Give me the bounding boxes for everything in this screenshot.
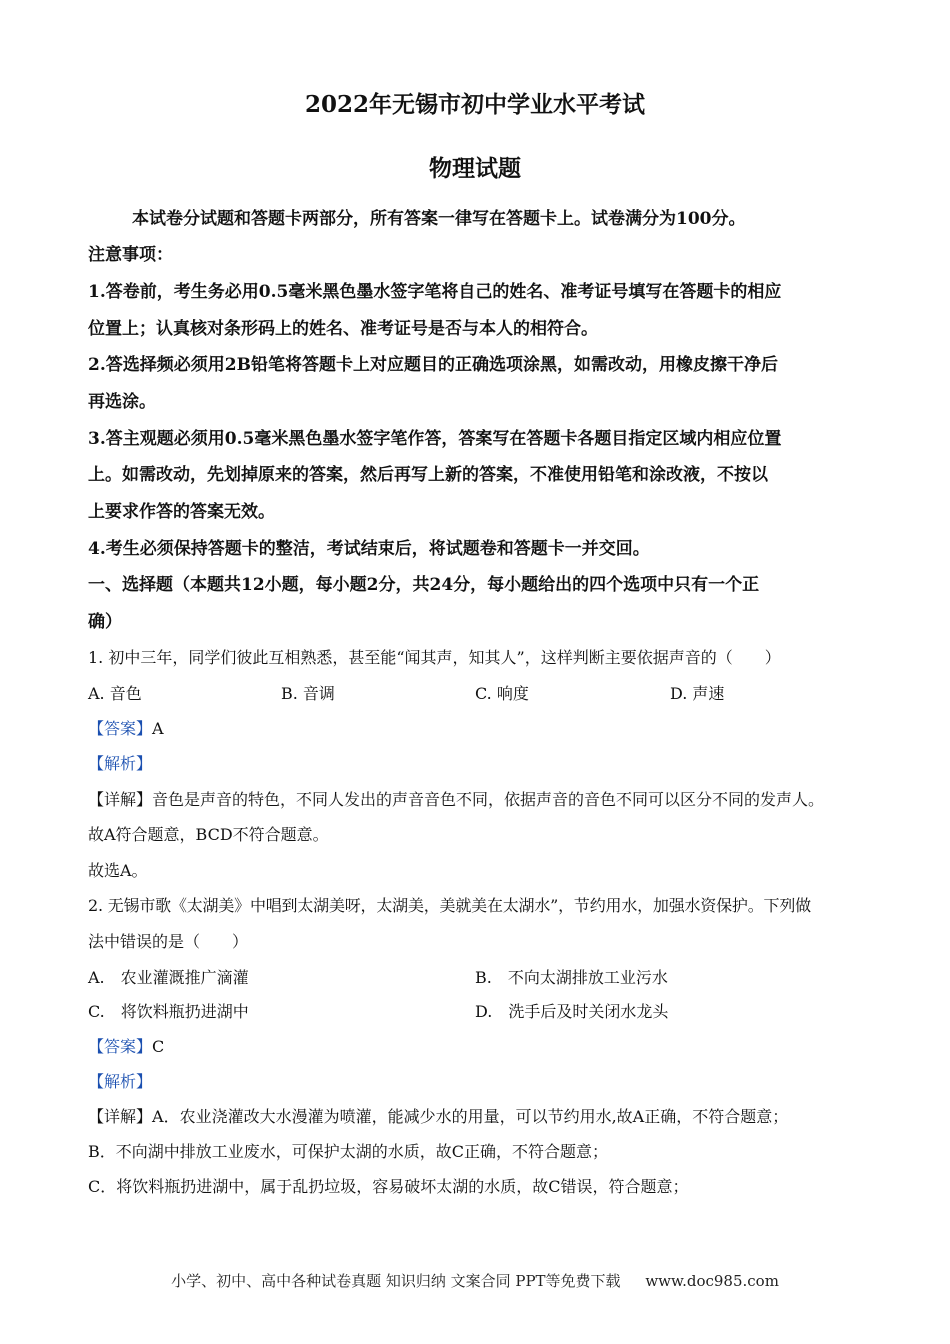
q2-option-c: C. 将饮料瓶扔进湖中 [88, 1002, 249, 1021]
notes-heading: 注意事项： [88, 245, 173, 265]
q2-answer [88, 1034, 868, 1057]
q2-stem-line-1: 2. 无锡市歌《太湖美》中唱到太湖美呀，太湖美，美就美在太湖水”，节约用水，加强水资保护。下列做 [88, 896, 811, 915]
q1-conclusion: 故选A。 [88, 861, 148, 880]
q1-answer [88, 716, 868, 739]
note-1-line-2: 位置上；认真核对条形码上的姓名、准考证号是否与本人的相符合。 [88, 319, 598, 339]
exam-title: 2022年无锡市初中学业水平考试 [304, 91, 645, 118]
detail-tag: 【详解】 [88, 790, 153, 809]
analysis-tag: 【解析】 [88, 754, 153, 773]
q1-stem: 1. 初中三年，同学们彼此互相熟悉，甚至能“闻其声，知其人”，这样判断主要依据声音的（ ） [88, 648, 781, 667]
note-4: 4.考生必须保持答题卡的整洁，考试结束后，将试题卷和答题卡一并交回。 [88, 539, 650, 559]
note-3-line-1: 3.答主观题必须用0.5毫米黑色墨水签字笔作答，答案写在答题卡各题目指定区域内相应位置 [88, 429, 782, 449]
detail-tag: 【详解】 [88, 1107, 153, 1126]
note-3-line-3: 上要求作答的答案无效。 [88, 502, 275, 522]
note-2-line-2: 再选涂。 [88, 392, 156, 412]
q1-option-c: C. 响度 [475, 684, 529, 703]
q2-analysis [88, 1069, 868, 1092]
intro-text: 本试卷分试题和答题卡两部分，所有答案一律写在答题卡上。试卷满分为100分。 [132, 209, 746, 229]
q2-detail-3: C．将饮料瓶扔进湖中，属于乱扔垃圾，容易破坏太湖的水质，故C错误，符合题意； [88, 1177, 689, 1196]
q2-detail-1 [88, 1104, 868, 1127]
page-footer [0, 1270, 950, 1291]
note-1-line-1: 1.答卷前，考生务必用0.5毫米黑色墨水签字笔将自己的姓名、准考证号填写在答题卡的相应 [88, 282, 782, 302]
analysis-tag: 【解析】 [88, 1072, 153, 1091]
q1-detail-1 [88, 787, 868, 810]
q1-option-d: D. 声速 [670, 684, 725, 703]
section-1-heading: 一、选择题（本题共12小题，每小题2分，共24分，每小题给出的四个选项中只有一个正 [88, 575, 760, 595]
note-2-line-1: 2.答选择频必须用2B铅笔将答题卡上对应题目的正确选项涂黑，如需改动，用橡皮擦干净后 [88, 355, 778, 375]
note-3-line-2: 上。如需改动，先划掉原来的答案，然后再写上新的答案，不准使用铅笔和涂改液，不按以 [88, 465, 768, 485]
q1-detail-2: 故A符合题意，BCD不符合题意。 [88, 825, 329, 844]
footer-url[interactable]: www.doc985.com [645, 1272, 779, 1290]
q2-stem-line-2: 法中错误的是（ ） [88, 932, 249, 951]
q2-option-b: B. 不向太湖排放工业污水 [475, 968, 668, 987]
detail-text: A．农业浇灌改大水漫灌为喷灌，能减少水的用量，可以节约用水,故A正确，不符合题意； [152, 1107, 789, 1126]
footer-text: 小学、初中、高中各种试卷真题 知识归纳 文案合同 PPT等免费下载 [171, 1272, 621, 1290]
q1-analysis [88, 751, 868, 774]
q2-option-a: A. 农业灌溉推广滴灌 [88, 968, 249, 987]
answer-tag: 【答案】 [88, 719, 153, 738]
answer-value: C [152, 1037, 165, 1056]
answer-tag: 【答案】 [88, 1037, 153, 1056]
q1-option-b: B. 音调 [281, 684, 335, 703]
answer-value: A [152, 719, 164, 738]
q2-option-d: D. 洗手后及时关闭水龙头 [475, 1002, 669, 1021]
exam-subtitle: 物理试题 [429, 155, 521, 182]
q1-option-a: A. 音色 [88, 684, 142, 703]
detail-text: 音色是声音的特色，不同人发出的声音音色不同，依据声音的音色不同可以区分不同的发声人。 [152, 790, 825, 809]
section-1-heading-cont: 确） [88, 612, 122, 632]
q2-detail-2: B．不向湖中排放工业废水，可保护太湖的水质，故C正确，不符合题意； [88, 1142, 609, 1161]
